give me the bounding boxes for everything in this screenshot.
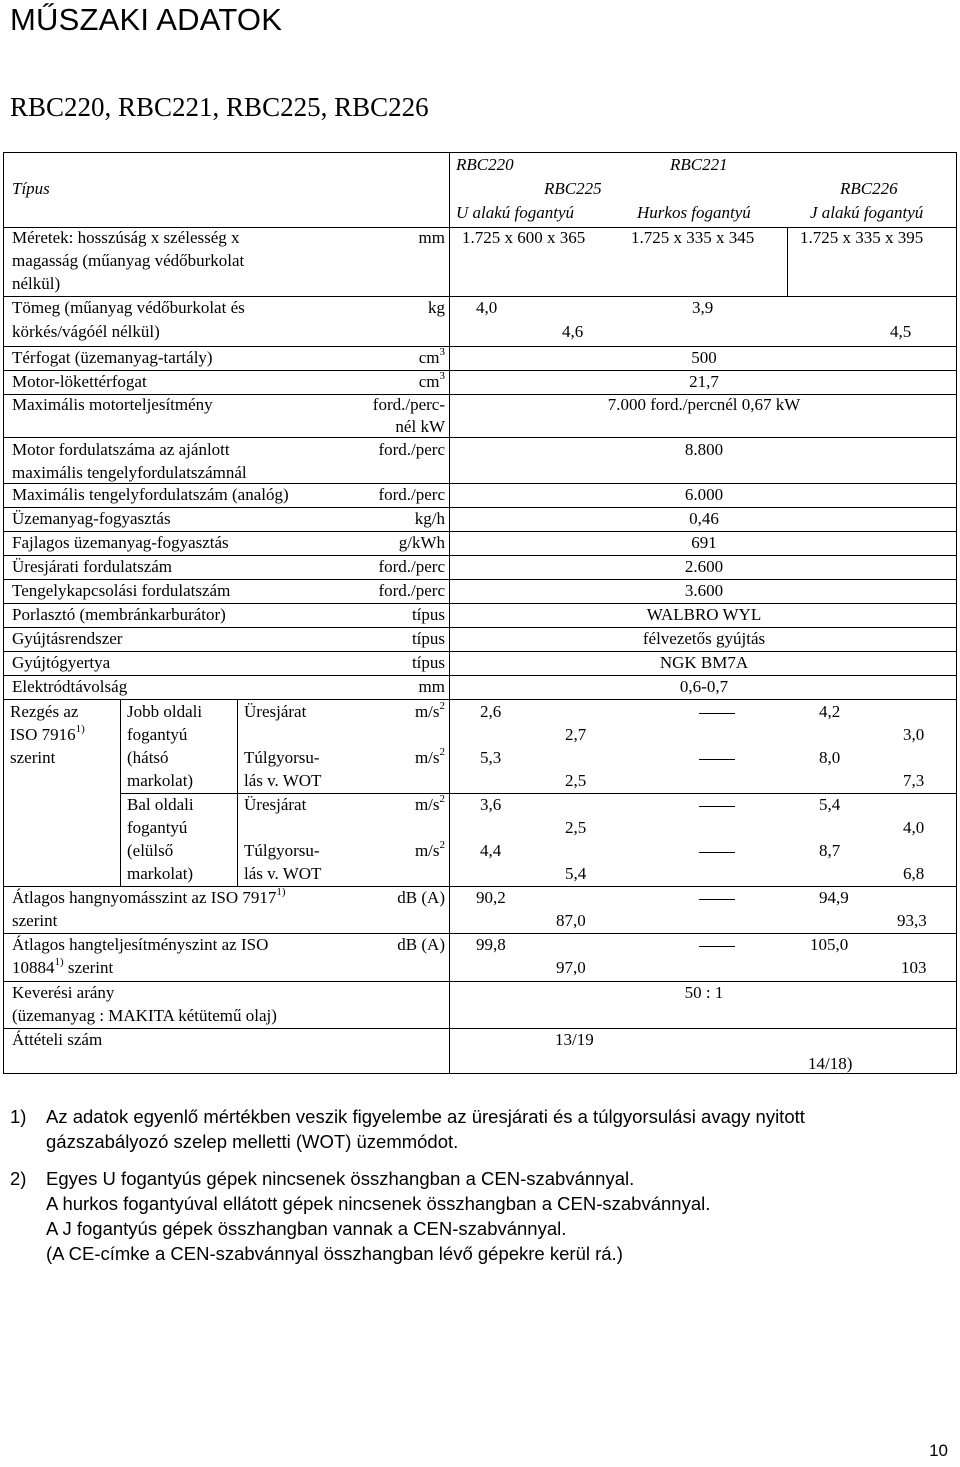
clutch-speed-label: Tengelykapcsolási fordulatszám (12, 581, 231, 600)
fuel-tank-unit: $cm^3$ (418, 346, 445, 367)
dimensions-value: 1.725 x 335 x 345 (631, 228, 755, 247)
vibration-label: ISO 7916$^{1)}$ (10, 723, 85, 744)
footnote-text: Egyes U fogantyús gépek nincsenek összhangban a CEN-szabvánnyal. (46, 1168, 635, 1189)
mixing-ratio-label: (üzemanyag : MAKITA kétütemű olaj) (12, 1006, 277, 1025)
vibration-value: 2,7 (565, 725, 587, 744)
weight-value: 4,5 (890, 322, 912, 341)
electrode-gap-value: 0,6-0,7 (679, 677, 729, 696)
spec-table (3, 152, 957, 1074)
vibration-value: 4,4 (480, 841, 502, 860)
clutch-speed-unit: ford./perc (378, 581, 445, 600)
footnote (10, 1104, 805, 1154)
footnote-number: 1) (10, 1106, 27, 1127)
rear-handle-label: Jobb oldali (127, 702, 203, 721)
footnote-text: Az adatok egyenlő mértékben veszik figyelembe az üresjárati és a túlgyorsulási avagy nyitott (46, 1106, 805, 1127)
footnote-number: 2) (10, 1168, 27, 1189)
model-rbc220: RBC220 (456, 155, 514, 174)
fuel-consumption-value: 0,46 (689, 509, 719, 528)
col-divider (237, 699, 238, 886)
displacement-unit: $cm^3$ (418, 370, 445, 391)
col-divider (787, 227, 788, 296)
weight-unit: kg (428, 298, 445, 317)
row-divider (4, 651, 956, 652)
vibration-unit: $m/s^2$ (414, 839, 445, 860)
rear-handle-label: fogantyú (127, 725, 188, 744)
specific-consumption-label: Fajlagos üzemanyag-fogyasztás (12, 533, 229, 552)
page-number: 10 (929, 1441, 948, 1460)
max-shaft-speed-value: 6.000 (684, 485, 724, 504)
electrode-gap-label: Elektródtávolság (12, 677, 128, 696)
dimensions-label: nélkül) (12, 274, 61, 293)
mixing-ratio-value: 50 : 1 (684, 983, 724, 1002)
vibration-value: 5,4 (565, 864, 587, 883)
wot-mode-label: lás v. WOT (244, 771, 322, 790)
sound-power-value: 103 (901, 958, 927, 977)
weight-label: Tömeg (műanyag védőburkolat és (12, 298, 245, 317)
spark-plug-value: NGK BM7A (659, 653, 749, 672)
footnote-text: (A CE-címke a CEN-szabvánnyal összhangban lévő gépekre kerül rá.) (46, 1243, 623, 1264)
max-power-label: Maximális motorteljesítmény (12, 395, 213, 414)
specific-consumption-value: 691 (691, 533, 717, 552)
dimensions-value: 1.725 x 335 x 395 (800, 228, 924, 247)
col-divider (449, 153, 450, 1073)
handle-u: U alakú fogantyú (456, 203, 575, 222)
vibration-value: 5,4 (819, 795, 841, 814)
footnote-text: A hurkos fogantyúval ellátott gépek nincsenek összhangban a CEN-szabvánnyal. (46, 1193, 711, 1214)
max-power-value: 7.000 ford./percnél 0,67 kW (607, 395, 801, 414)
row-divider (4, 370, 956, 371)
wot-mode-label: lás v. WOT (244, 864, 322, 883)
front-handle-label: Bal oldali (127, 795, 194, 814)
engine-speed-unit: ford./perc (378, 440, 445, 459)
fuel-tank-label: Térfogat (üzemanyag-tartály) (12, 348, 213, 367)
dash-placeholder (699, 946, 735, 947)
handle-j: J alakú fogantyú (810, 203, 924, 222)
idle-speed-unit: ford./perc (378, 557, 445, 576)
footnote-text: A J fogantyús gépek összhangban vannak a CEN-szabvánnyal. (46, 1218, 567, 1239)
sound-power-label: Átlagos hangteljesítményszint az ISO (12, 935, 269, 954)
vibration-value: 4,2 (819, 702, 841, 721)
carburetor-label: Porlasztó (membránkarburátor) (12, 605, 226, 624)
sound-power-label: 10884$^{1)}$ szerint (12, 956, 114, 977)
sound-power-value: 99,8 (476, 935, 506, 954)
wot-mode-label: Túlgyorsu- (244, 841, 320, 860)
dimensions-unit: mm (418, 228, 445, 247)
vibration-value: 6,8 (903, 864, 925, 883)
row-divider (4, 675, 956, 676)
wot-mode-label: Túlgyorsu- (244, 748, 320, 767)
dash-placeholder (699, 852, 735, 853)
rear-handle-label: (hátsó (127, 748, 169, 767)
dash-placeholder (699, 759, 735, 760)
model-rbc221: RBC221 (670, 155, 728, 174)
max-shaft-speed-label: Maximális tengelyfordulatszám (analóg) (12, 485, 289, 504)
vibration-value: 3,6 (480, 795, 502, 814)
footnote-text: gázszabályozó szelep melletti (WOT) üzemmódot. (46, 1131, 459, 1152)
model-rbc226: RBC226 (840, 179, 898, 198)
dimensions-label: magasság (műanyag védőburkolat (12, 251, 245, 270)
gear-ratio-value: 14/18) (808, 1054, 853, 1073)
col-divider (120, 699, 121, 886)
vibration-unit: $m/s^2$ (414, 793, 445, 814)
sound-pressure-value: 87,0 (556, 911, 586, 930)
ignition-value: félvezetős gyújtás (642, 629, 766, 648)
idle-mode-label: Üresjárat (244, 795, 307, 814)
vibration-value: 2,5 (565, 818, 587, 837)
footnotes (10, 1104, 805, 1278)
fuel-consumption-unit: kg/h (414, 509, 445, 528)
vibration-value: 2,5 (565, 771, 587, 790)
front-handle-label: markolat) (127, 864, 194, 883)
weight-label: körkés/vágóél nélkül) (12, 322, 160, 341)
page-title: MŰSZAKI ADATOK (10, 2, 283, 37)
rear-handle-label: markolat) (127, 771, 194, 790)
row-divider (4, 1028, 956, 1029)
sound-pressure-value: 90,2 (476, 888, 506, 907)
engine-speed-value: 8.800 (684, 440, 724, 459)
electrode-gap-unit: mm (418, 677, 445, 696)
mixing-ratio-label: Keverési arány (12, 983, 115, 1002)
gear-ratio-label: Áttételi szám (12, 1030, 103, 1049)
fuel-consumption-label: Üzemanyag-fogyasztás (12, 509, 171, 528)
sound-power-value: 97,0 (556, 958, 586, 977)
gear-ratio-value: 13/19 (555, 1030, 594, 1049)
front-handle-label: fogantyú (127, 818, 188, 837)
sound-power-unit: dB (A) (397, 935, 445, 954)
spark-plug-unit: típus (411, 653, 445, 672)
type-label: Típus (12, 179, 50, 198)
row-divider (4, 981, 956, 982)
carburetor-value: WALBRO WYL (646, 605, 762, 624)
idle-mode-label: Üresjárat (244, 702, 307, 721)
sound-pressure-label: szerint (12, 911, 58, 930)
engine-speed-label: maximális tengelyfordulatszámnál (12, 463, 247, 482)
weight-value: 3,9 (692, 298, 714, 317)
displacement-value: 21,7 (689, 372, 719, 391)
weight-value: 4,0 (476, 298, 498, 317)
row-divider (4, 627, 956, 628)
vibration-value: 5,3 (480, 748, 502, 767)
clutch-speed-value: 3.600 (684, 581, 724, 600)
vibration-value: 8,0 (819, 748, 841, 767)
displacement-label: Motor-lökettérfogat (12, 372, 147, 391)
vibration-value: 2,6 (480, 702, 502, 721)
vibration-value: 7,3 (903, 771, 925, 790)
sound-pressure-label: Átlagos hangnyomásszint az ISO 7917$^{1)}$ (12, 886, 286, 907)
vibration-value: 3,0 (903, 725, 925, 744)
max-shaft-speed-unit: ford./perc (378, 485, 445, 504)
vibration-value: 4,0 (903, 818, 925, 837)
ignition-unit: típus (411, 629, 445, 648)
handle-loop: Hurkos fogantyú (637, 203, 751, 222)
carburetor-unit: típus (411, 605, 445, 624)
vibration-value: 8,7 (819, 841, 841, 860)
sound-pressure-value: 94,9 (819, 888, 849, 907)
sound-power-value: 105,0 (810, 935, 849, 954)
sound-pressure-value: 93,3 (897, 911, 927, 930)
weight-value: 4,6 (562, 322, 584, 341)
dimensions-label: Méretek: hosszúság x szélesség x (12, 228, 240, 247)
front-handle-label: (elülső (127, 841, 174, 860)
footnote (10, 1166, 805, 1266)
engine-speed-label: Motor fordulatszáma az ajánlott (12, 440, 230, 459)
max-power-unit: ford./perc- (372, 395, 445, 414)
vibration-label: szerint (10, 748, 56, 767)
vibration-unit: $m/s^2$ (414, 700, 445, 721)
model-rbc225: RBC225 (544, 179, 602, 198)
dash-placeholder (699, 899, 735, 900)
dash-placeholder (699, 806, 735, 807)
fuel-tank-value: 500 (691, 348, 717, 367)
idle-speed-label: Üresjárati fordulatszám (12, 557, 173, 576)
dimensions-value: 1.725 x 600 x 365 (462, 228, 586, 247)
sound-pressure-unit: dB (A) (397, 888, 445, 907)
dash-placeholder (699, 713, 735, 714)
specific-consumption-unit: g/kWh (398, 533, 445, 552)
vibration-label: Rezgés az (10, 702, 79, 721)
section-title: RBC220, RBC221, RBC225, RBC226 (10, 92, 429, 122)
spark-plug-label: Gyújtógyertya (12, 653, 111, 672)
vibration-unit: $m/s^2$ (414, 746, 445, 767)
idle-speed-value: 2.600 (684, 557, 724, 576)
max-power-unit: nél kW (395, 417, 445, 436)
ignition-label: Gyújtásrendszer (12, 629, 123, 648)
